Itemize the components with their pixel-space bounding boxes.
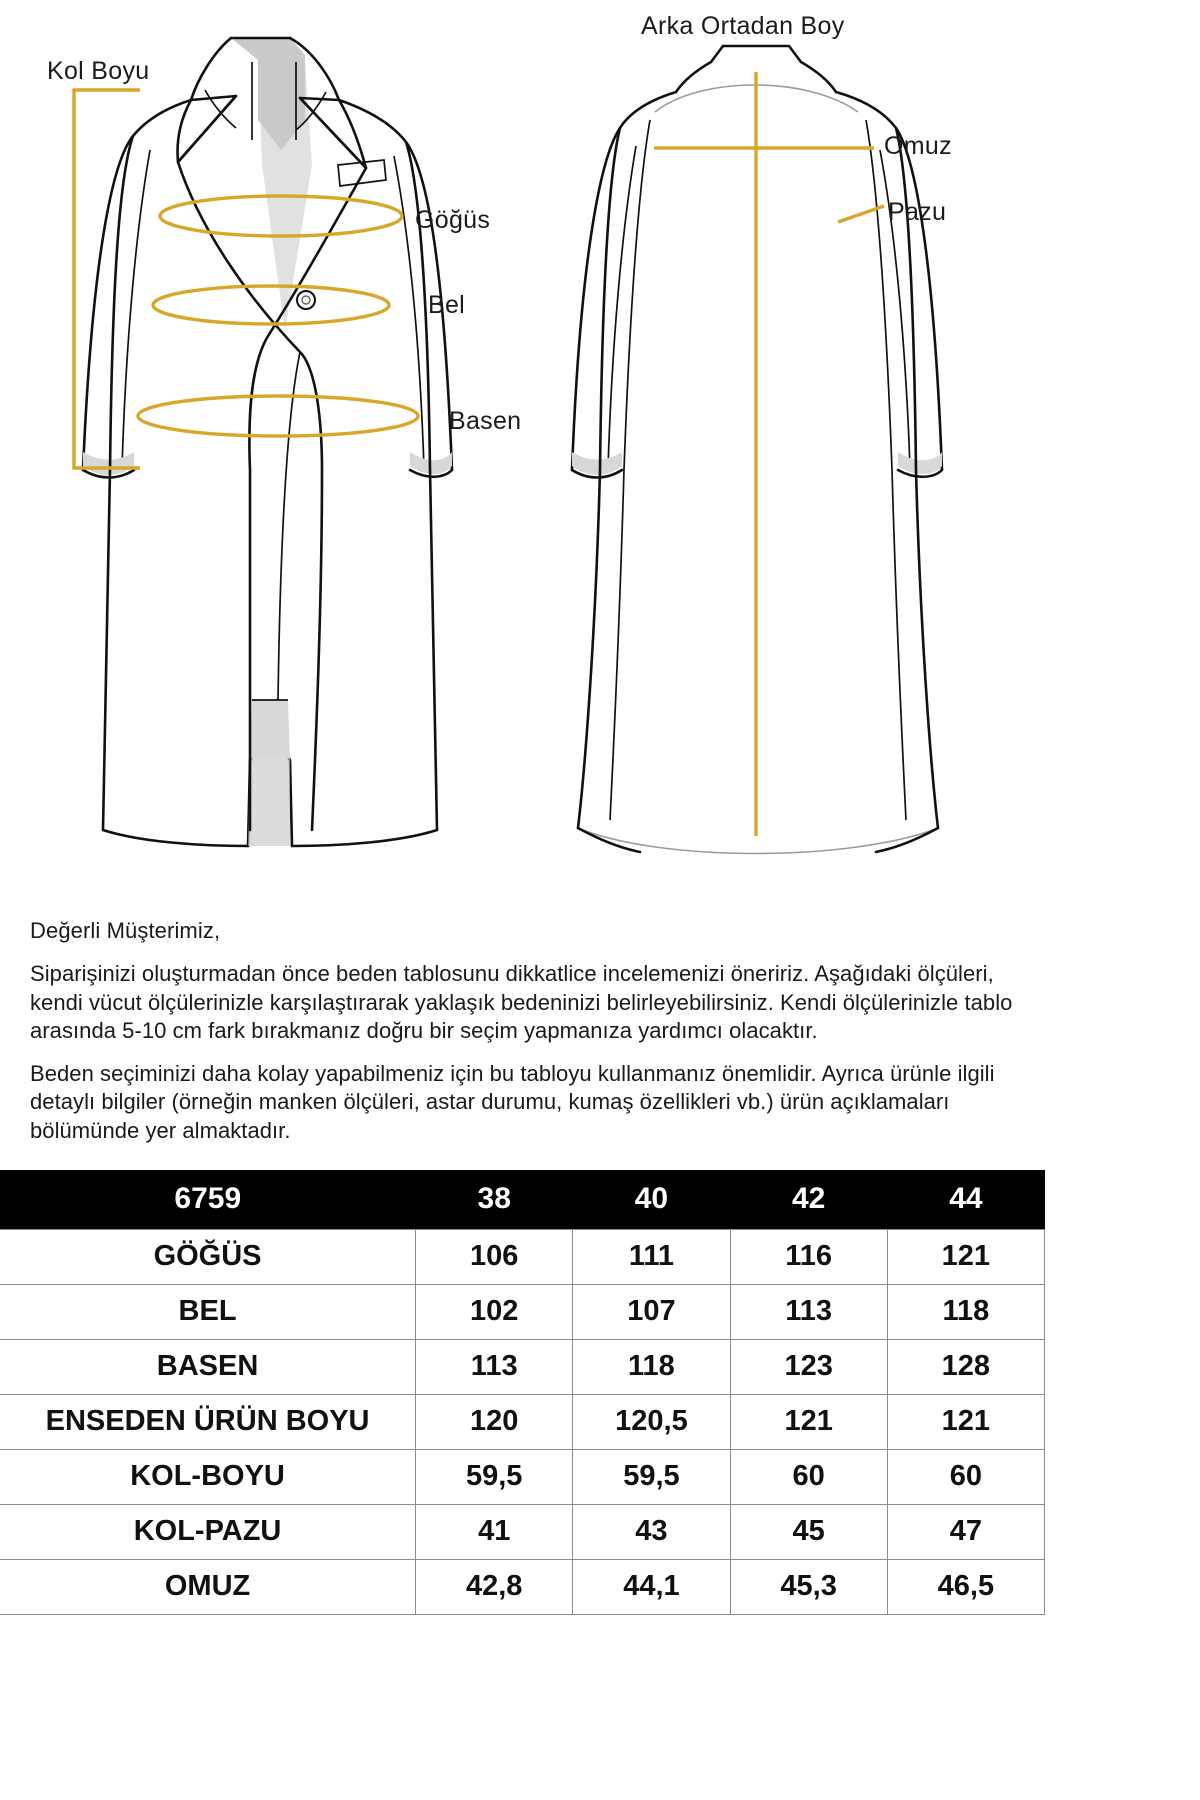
basen-ellipse: [138, 396, 418, 436]
cell-basen-44: 128: [887, 1340, 1044, 1395]
customer-info-block: [0, 900, 1200, 1148]
cell-kol-pazu-42: 45: [730, 1505, 887, 1560]
info-paragraph-1: Siparişinizi oluşturmadan önce beden tablosunu dikkatlice incelemenizi öneririz. Aşağıdaki ölçüleri, kendi vücut ölçülerinizle karşılaştırarak yaklaşık bedeninizi belirleyebilirsiniz. Kendi ölçülerinizle tablo arasında 5-10 cm fark bırakmanız doğru bir seçim yapmanıza yardımcı olacaktır.: [30, 961, 1013, 1044]
row-label-kol-boyu: KOL-BOYU: [0, 1450, 416, 1505]
label-bel: Bel: [428, 291, 466, 319]
cell-kol-boyu-42: 60: [730, 1450, 887, 1505]
cell-bel-42: 113: [730, 1285, 887, 1340]
cell-enseden-44: 121: [887, 1395, 1044, 1450]
cell-bel-40: 107: [573, 1285, 730, 1340]
label-gogus: Göğüs: [415, 206, 491, 234]
cell-kol-boyu-40: 59,5: [573, 1450, 730, 1505]
row-label-basen: BASEN: [0, 1340, 416, 1395]
label-arka-ortadan-boy: Arka Ortadan Boy: [641, 12, 845, 40]
cell-kol-pazu-44: 47: [887, 1505, 1044, 1560]
back-view: [572, 46, 942, 854]
cell-enseden-40: 120,5: [573, 1395, 730, 1450]
size-table: [0, 1170, 1045, 1615]
cell-gogus-44: 121: [887, 1230, 1044, 1285]
row-label-omuz: OMUZ: [0, 1560, 416, 1615]
cell-omuz-38: 42,8: [416, 1560, 573, 1615]
table-row: [0, 1505, 1045, 1560]
table-row: [0, 1285, 1045, 1340]
cell-bel-38: 102: [416, 1285, 573, 1340]
cell-omuz-44: 46,5: [887, 1560, 1044, 1615]
table-row: [0, 1560, 1045, 1615]
table-row: [0, 1395, 1045, 1450]
info-paragraph-2: Beden seçiminizi daha kolay yapabilmeniz için bu tabloyu kullanmanız önemlidir. Ayrıca ürünle ilgili detaylı bilgiler (örneğin manken ölçüleri, astar durumu, kumaş özellikleri vb.) ürün açıklamaları bölümünde yer almaktadır.: [30, 1060, 995, 1143]
size-table-container: [0, 1170, 1045, 1615]
label-kol-boyu: Kol Boyu: [47, 57, 150, 85]
size-header-42: 42: [730, 1170, 887, 1230]
front-view: [74, 38, 452, 846]
cell-omuz-40: 44,1: [573, 1560, 730, 1615]
size-header-44: 44: [887, 1170, 1044, 1230]
greeting-text: Değerli Müşterimiz,: [30, 918, 221, 943]
size-table-body: [0, 1230, 1045, 1615]
size-header-38: 38: [416, 1170, 573, 1230]
cell-basen-42: 123: [730, 1340, 887, 1395]
cell-gogus-38: 106: [416, 1230, 573, 1285]
size-header-40: 40: [573, 1170, 730, 1230]
label-omuz: Omuz: [884, 132, 952, 160]
label-pazu: Pazu: [888, 198, 947, 226]
cell-basen-40: 118: [573, 1340, 730, 1395]
row-label-gogus: GÖĞÜS: [0, 1230, 416, 1285]
row-label-bel: BEL: [0, 1285, 416, 1340]
cell-kol-pazu-40: 43: [573, 1505, 730, 1560]
size-table-header-row: [0, 1170, 1045, 1230]
row-label-kol-pazu: KOL-PAZU: [0, 1505, 416, 1560]
cell-enseden-38: 120: [416, 1395, 573, 1450]
cell-kol-boyu-44: 60: [887, 1450, 1044, 1505]
cell-enseden-42: 121: [730, 1395, 887, 1450]
cell-basen-38: 113: [416, 1340, 573, 1395]
cell-kol-pazu-38: 41: [416, 1505, 573, 1560]
label-basen: Basen: [449, 407, 522, 435]
cell-gogus-40: 111: [573, 1230, 730, 1285]
table-row: [0, 1450, 1045, 1505]
cell-gogus-42: 116: [730, 1230, 887, 1285]
cell-kol-boyu-38: 59,5: [416, 1450, 573, 1505]
size-table-head: [0, 1170, 1045, 1230]
cell-bel-44: 118: [887, 1285, 1044, 1340]
cell-omuz-42: 45,3: [730, 1560, 887, 1615]
table-row: [0, 1340, 1045, 1395]
row-label-enseden-urun-boyu: ENSEDEN ÜRÜN BOYU: [0, 1395, 416, 1450]
product-code-header: 6759: [0, 1170, 416, 1230]
table-row: [0, 1230, 1045, 1285]
